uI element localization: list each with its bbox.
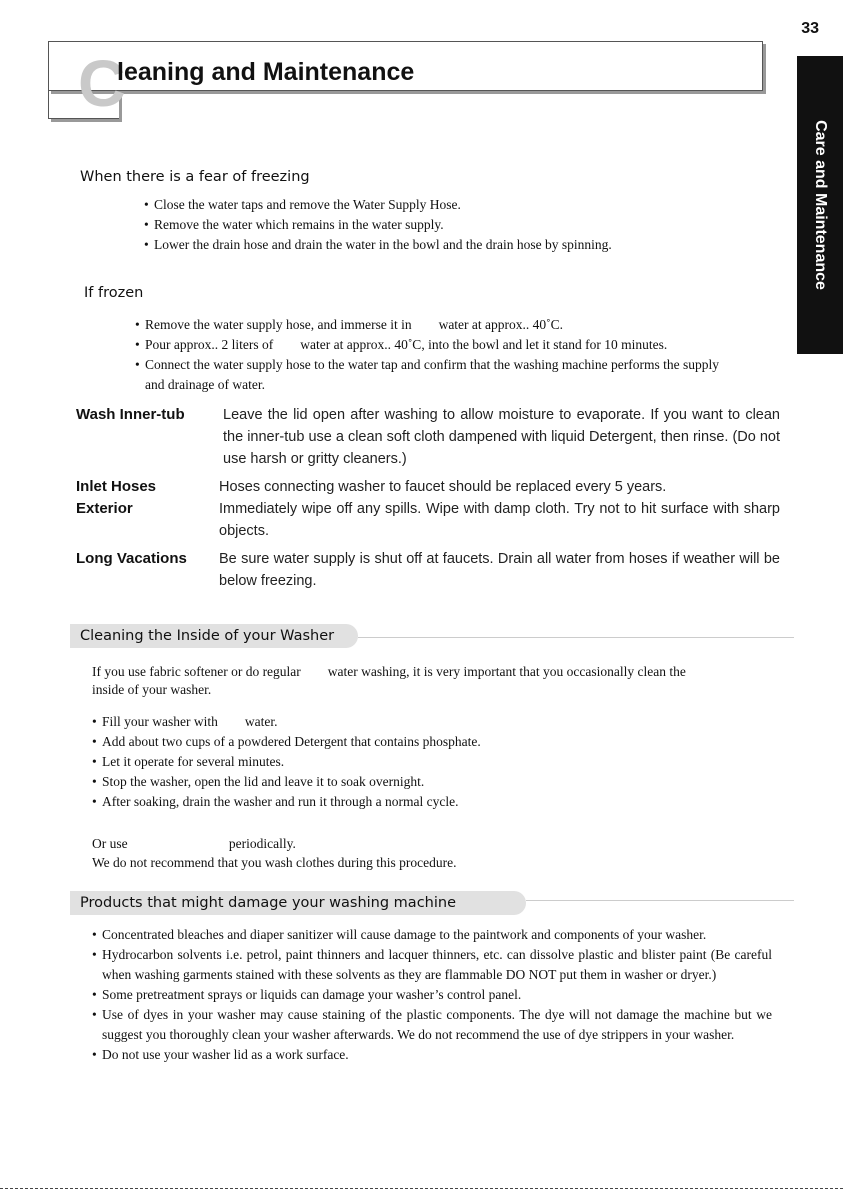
list-item: • Do not use your washer lid as a work surface. (92, 1045, 772, 1065)
inside-intro-line2: inside of your washer. (92, 682, 212, 697)
banner-rule (358, 637, 794, 638)
list-item: • Fill your washer with water. (92, 712, 742, 732)
list-item: • Connect the water supply hose to the water tap and confirm that the washing machine performs the supply and drainage of water. (135, 355, 735, 395)
products-list (92, 925, 772, 1065)
care-text-inlet-hoses: Hoses connecting washer to faucet should be replaced every 5 years. (219, 479, 667, 495)
list-item: • Remove the water supply hose, and immerse it in water at approx.. 40˚C. (135, 315, 735, 335)
freezing-heading: When there is a fear of freezing (80, 169, 310, 185)
care-text-exterior: Immediately wipe off any spills. Wipe with damp cloth. Try not to hit surface with sharp objects. (219, 501, 780, 539)
freezing-list (144, 195, 764, 255)
inside-outro-line1: Or use periodically. (92, 836, 296, 851)
section-banner-products (70, 891, 526, 915)
inside-intro-line1: If you use fabric softener or do regular water washing, it is very important that you occasionally clean the (92, 664, 686, 679)
list-item: • Stop the washer, open the lid and leave it to soak overnight. (92, 772, 742, 792)
section-heading-inside: Cleaning the Inside of your Washer (80, 628, 335, 644)
list-item: • Close the water taps and remove the Water Supply Hose. (144, 195, 764, 215)
care-label-long-vacations: Long Vacations (76, 550, 187, 567)
title-initial: C (78, 46, 126, 120)
care-text-wash-inner-tub: Leave the lid open after washing to allow moisture to evaporate. If you want to clean the inner-tub use a clean soft cloth dampened with liquid Detergent, then rinse. (Do not use harsh or gritty cleaners.) (223, 407, 780, 467)
list-item: • Add about two cups of a powdered Detergent that contains phosphate. (92, 732, 742, 752)
page-number: 33 (801, 20, 819, 37)
list-item: • Remove the water which remains in the water supply. (144, 215, 764, 235)
frozen-list (135, 315, 735, 395)
inside-outro-line2: We do not recommend that you wash clothes during this procedure. (92, 855, 457, 870)
section-banner-inside (70, 624, 358, 648)
care-label-wash-inner-tub: Wash Inner-tub (76, 406, 185, 423)
frozen-heading: If frozen (84, 285, 144, 301)
side-tab (797, 56, 843, 354)
care-text-long-vacations: Be sure water supply is shut off at faucets. Drain all water from hoses if weather will be below freezing. (219, 551, 780, 589)
list-item: • After soaking, drain the washer and run it through a normal cycle. (92, 792, 742, 812)
banner-rule (526, 900, 794, 901)
page-bottom-rule (0, 1188, 843, 1189)
list-item: • Some pretreatment sprays or liquids can damage your washer’s control panel. (92, 985, 772, 1005)
list-item: • Let it operate for several minutes. (92, 752, 742, 772)
page-title: leaning and Maintenance (117, 58, 415, 86)
list-item: • Use of dyes in your washer may cause staining of the plastic components. The dye will not damage the machine but we suggest you thoroughly clean your washer afterwards. We do not recommend the use of dye strippers in your washer. (92, 1005, 772, 1045)
side-tab-label: Care and Maintenance (812, 120, 829, 290)
inside-steps-list (92, 712, 742, 812)
section-heading-products: Products that might damage your washing machine (80, 895, 456, 911)
list-item: • Concentrated bleaches and diaper sanitizer will cause damage to the paintwork and components of your washer. (92, 925, 772, 945)
list-item: • Hydrocarbon solvents i.e. petrol, paint thinners and lacquer thinners, etc. can dissolve plastic and blister paint (Be careful when washing garments stained with these solvents as they are flammable DO NOT put them in washer or dryer.) (92, 945, 772, 985)
list-item: • Lower the drain hose and drain the water in the bowl and the drain hose by spinning. (144, 235, 764, 255)
care-label-exterior: Exterior (76, 500, 133, 517)
care-label-inlet-hoses: Inlet Hoses (76, 478, 157, 495)
list-item: • Pour approx.. 2 liters of water at approx.. 40˚C, into the bowl and let it stand for 10 minutes. (135, 335, 735, 355)
